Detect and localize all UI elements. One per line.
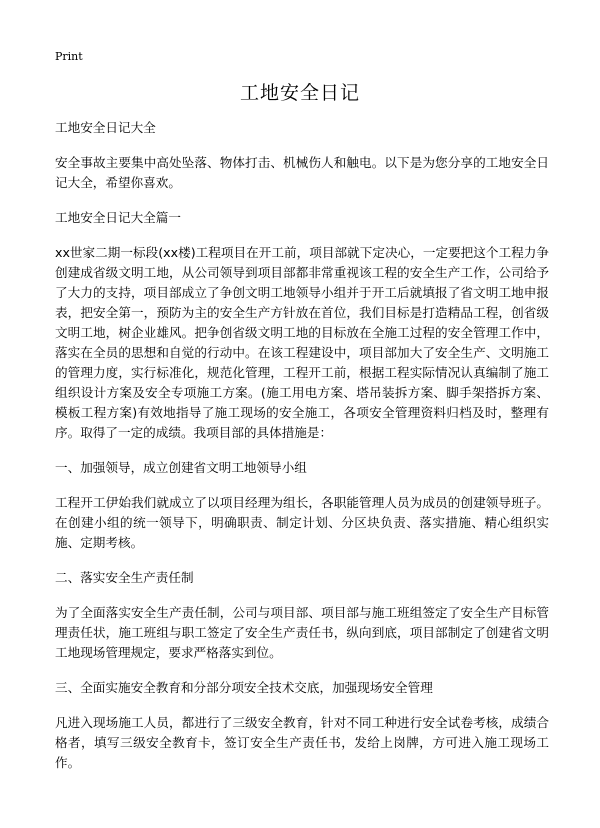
section-heading: 一、加强领导，成立创建省文明工地领导小组	[55, 460, 307, 475]
body-paragraph: 工程开工伊始我们就成立了以项目经理为组长，各职能管理人员为成员的创建领导班子。在创建小组的统一领导下，明确职责、制定计划、分区块负责、落实措施、精心组织实施、定期考核。	[55, 495, 549, 550]
document-body	[55, 118, 549, 788]
body-paragraph: 凡进入现场施工人员，都进行了三级安全教育，针对不同工种进行安全试卷考核，成绩合格者，填写三级安全教育卡，签订安全生产责任书，发给上岗牌，方可进入施工现场工作。	[55, 715, 549, 770]
body-paragraph: 为了全面落实安全生产责任制，公司与项目部、项目部与施工班组签定了安全生产目标管理责任状，施工班组与职工签定了安全生产责任书，纵向到底，项目部制定了创建省文明工地现场管理规定，要求严格落实到位。	[55, 605, 549, 660]
section-heading: 二、落实安全生产责任制	[55, 570, 194, 585]
part-heading: 工地安全日记大全篇一	[55, 210, 181, 225]
intro-paragraph: 安全事故主要集中高处坠落、物体打击、机械伤人和触电。以下是为您分享的工地安全日记大全，希望你喜欢。	[55, 155, 549, 190]
page-title: 工地安全日记	[239, 82, 360, 104]
body-paragraph: xx世家二期一标段(xx楼)工程项目在开工前，项目部就下定决心，一定要把这个工程力争创建成省级文明工地，从公司领导到项目部都非常重视该工程的安全生产工作，公司给予了大力的支持，项目部成立了争创文明工地领导小组并于开工后就填报了省文明工地申报表，把安全第一，预防为主的安全生产方针放在首位，我们目标是打造精品工程，创省级文明工地，树企业雄风。把争创省级文明工地的目标放在全施工过程的安全管理工作中，落实在全员的思想和自觉的行动中。在该工程建设中，项目部加大了安全生产、文明施工的管理力度，实行标准化，规范化管理，工程开工前，根据工程实际情况认真编制了施工组织设计方案及安全专项施工方案。(施工用电方案、塔吊装拆方案、脚手架搭拆方案、模板工程方案)有效地指导了施工现场的安全施工，各项安全管理资料归档及时，整理有序。取得了一定的成绩。我项目部的具体措施是：	[55, 245, 549, 440]
section-heading: 三、全面实施安全教育和分部分项安全技术交底，加强现场安全管理	[55, 680, 433, 695]
document-subtitle: 工地安全日记大全	[55, 120, 156, 135]
print-label: Print	[55, 50, 83, 63]
